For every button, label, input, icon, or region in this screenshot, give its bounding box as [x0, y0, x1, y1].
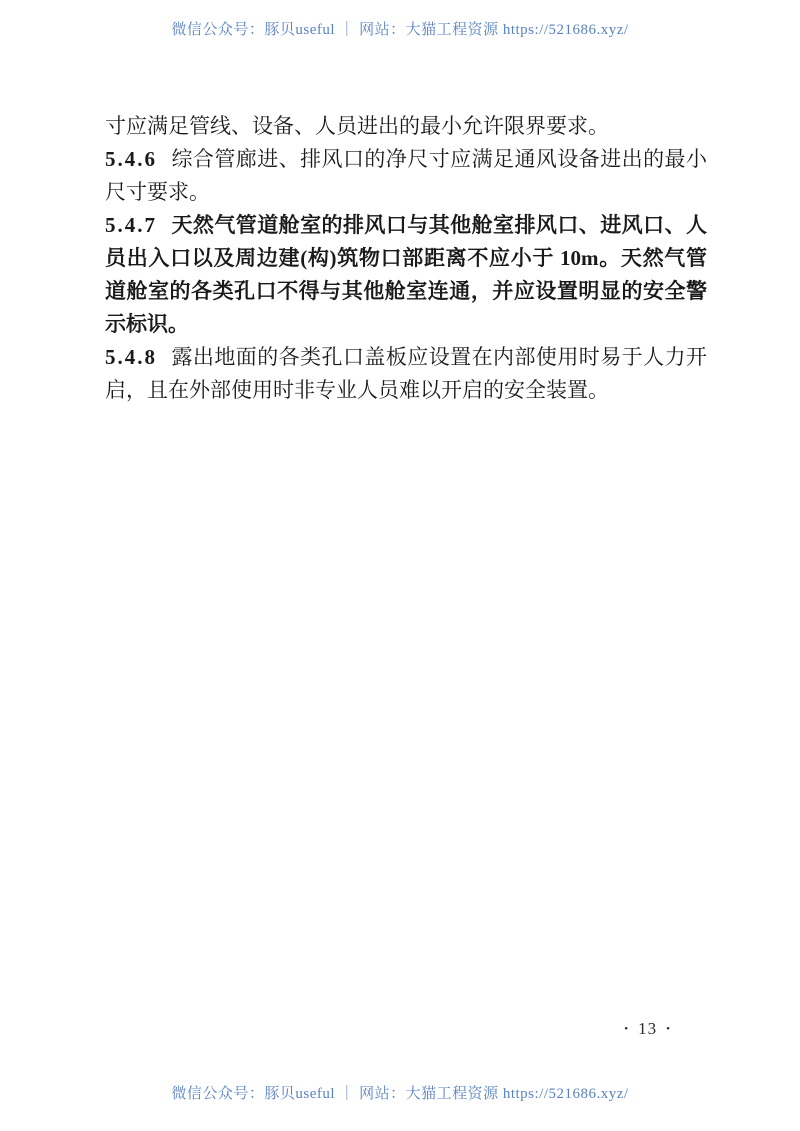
- section-text: 露出地面的各类孔口盖板应设置在内部使用时易于人力开启，且在外部使用时非专业人员难以开启的安全装置。: [105, 345, 707, 402]
- header-watermark: [0, 18, 800, 39]
- page-number: [615, 1019, 680, 1039]
- section-text: 天然气管道舱室的排风口与其他舱室排风口、进风口、人员出入口以及周边建(构)筑物口部距离不应小于 10m。天然气管道舱室的各类孔口不得与其他舱室连通，并应设置明显的安全警示标识。: [105, 213, 707, 336]
- page-number-left-dot: •: [624, 1023, 630, 1035]
- footer-watermark: [0, 1082, 800, 1103]
- section-number: 5.4.7: [105, 213, 157, 237]
- paragraph-continuation: [105, 110, 707, 143]
- document-content: [105, 110, 707, 407]
- section-5-4-7: [105, 209, 707, 341]
- page-number-value: 13: [638, 1019, 658, 1038]
- page-number-right-dot: •: [666, 1023, 671, 1035]
- section-5-4-6: [105, 143, 707, 209]
- paragraph-text: 寸应满足管线、设备、人员进出的最小允许限界要求。: [105, 114, 609, 138]
- section-number: 5.4.8: [105, 345, 157, 369]
- section-text: 综合管廊进、排风口的净尺寸应满足通风设备进出的最小尺寸要求。: [105, 147, 707, 204]
- section-5-4-8: [105, 341, 707, 407]
- footer-watermark-text: 微信公众号：豚贝useful ｜ 网站：大猫工程资源 https://521686.xyz/: [171, 1086, 629, 1102]
- section-number: 5.4.6: [105, 147, 157, 171]
- header-watermark-text: 微信公众号：豚贝useful ｜ 网站：大猫工程资源 https://521686.xyz/: [171, 22, 629, 38]
